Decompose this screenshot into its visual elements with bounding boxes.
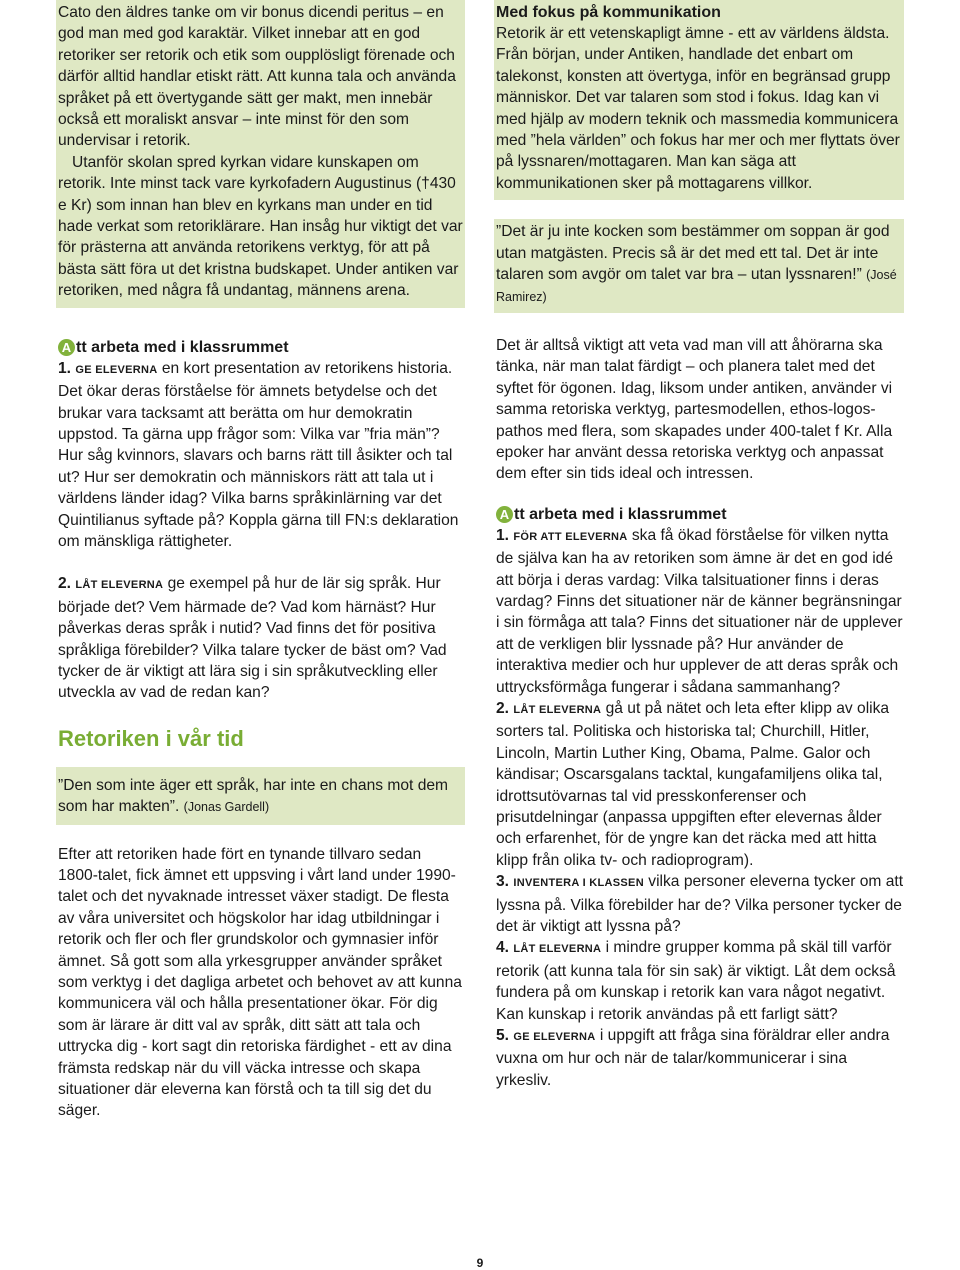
quote-text: [58, 775, 461, 819]
task-text: i uppgift att fråga sina föräldrar eller andra vuxna om hur och när de talar/kommunicerar i sina yrkesliv.: [496, 1027, 890, 1089]
classroom-heading-left: [58, 337, 465, 358]
task-2: [58, 573, 465, 703]
task-label: INVENTERA I KLASSEN: [513, 877, 644, 890]
task-number: 4.: [496, 939, 510, 957]
body-paragraph: Efter att retoriken hade fört en tynande tillvaro sedan 1800-talet, fick ämnet ett uppsving i vårt land under 1990-talet och det nyvaknade intresset växer stadigt. De flesta av våra universitet och högskolor har idag utbildningar i retorik och fler och fler grundskolor och gymnasier inför ämnet. Så gott som alla yrkesgrupper använder språket som verktyg i det dagliga arbetet och behovet av att kunna kommunicera väl och hålla presentationer ökar. För dig som är lärare är ditt val av språk, ditt sätt att tala och uttrycka dig - kort sagt din retoriska färdighet - ett av dina främsta redskap när du vill väcka intresse och skapa situationer där eleverna kan förstå och ta till sig det du säger.: [58, 845, 462, 1120]
task-label: LÅT ELEVERNA: [75, 579, 164, 592]
quote-source: (José Ramirez): [496, 268, 897, 305]
task-number: 1.: [496, 526, 510, 544]
task-label: GE ELEVERNA: [75, 363, 158, 376]
task-number: 1.: [58, 359, 72, 377]
section-heading: Retoriken i vår tid: [58, 725, 244, 751]
focus-panel: [494, 0, 904, 200]
section-title: tt arbeta med i klassrummet: [76, 338, 289, 356]
left-column: [58, 0, 465, 1122]
task-number: 3.: [496, 873, 510, 891]
left-tasks: [58, 358, 465, 704]
quote-body: ”Det är ju inte kocken som bestämmer om soppan är god utan matgästen. Precis så är det med ett tal. Det är inte talaren som avgör om talet var bra – utan lyssnaren!”: [496, 223, 890, 284]
task-3: [496, 871, 904, 937]
body-paragraph-right: Det är alltså viktigt att veta vad man vill att åhörarna ska tänka, när man talat färdigt – och planera talet med det syftet för ögonen. Idag, liksom under antiken, använder vi samma retoriska verktyg, partesmodellen, ethos-logos-pathos med flera, som skapades under 400-talet f Kr. Alla epoker har använt dessa retoriska verktyg och anpassat dem efter sin tids ideal och intressen.: [496, 336, 893, 483]
intro-paragraph-2: Utanför skolan spred kyrkan vidare kunskapen om retorik. Inte minst tack vare kyrkofadern Augustinus (†430 e Kr) som innan han blev en kyrkans man under en tid hade verkat som retoriklärare. Han insåg hur viktigt det var för prästerna att använda retorikens verktyg, för att på bästa sätt föra ut det kristna budskapet. Under antiken var retoriken, med några få undantag, männens arena.: [58, 153, 463, 300]
task-label: FÖR ATT ELEVERNA: [513, 530, 628, 543]
task-5: [496, 1025, 904, 1091]
intro-paragraph: Cato den äldres tanke om vir bonus dicendi peritus – en god man med god karaktär. Vilket innebar att en god retoriker ser retorik och etik som oupplösligt förenade och därför alltid handlar etiskt rätt. Att kunna tala och använda språket på ett övertygande sätt ger makt, men innebär också ett moraliskt ansvar – inte minst för den som undervisar i retorik.: [58, 4, 456, 150]
task-text: gå ut på nätet och leta efter klipp av olika sorters tal. Politiska och historiska tal; Churchill, Hitler, Lincoln, Martin Luther King, Obama, Palme. Galor och kändisar; Oscarsgalans tacktal, kungafamiljens olika tal, idrottsutövarnas tal vid presskonferenser och prisutdelningar (anpassa uppgiften efter elevernas ålder och erfarenhet, för de yngre kan det räcka med att hitta klipp från olika tv- och radioprogram).: [496, 699, 890, 869]
task-text: vilka personer eleverna tycker om att lyssna på. Vilka förebilder har de? Vilka personer tycker de det är viktigt att lyssna på?: [496, 873, 904, 936]
classroom-heading-right: [496, 504, 904, 525]
task-1: [496, 525, 904, 698]
task-text: en kort presentation av retorikens historia. Det ökar deras förståelse för ämnets betydelse och det brukar vara tacksamt att berätta om hur demokratin uppstod. Ta gärna upp frågor som: Vilka var ”fria män”? Hur såg kvinnors, slavars och barns rätt till åsikter och tal ut? Hur ser demokratin och människors rätt att tala ut i världens länder idag? Vilka barns språkinlärning var det Quintilianus syftade på? Koppla gärna till FN:s deklaration om mänskliga rättigheter.: [58, 359, 459, 550]
task-number: 2.: [496, 699, 510, 717]
task-label: GE ELEVERNA: [513, 1031, 596, 1044]
right-column: [496, 0, 904, 1091]
quote-text: [496, 221, 902, 309]
focus-title: Med fokus på kommunikation: [496, 4, 721, 21]
task-number: 2.: [58, 575, 72, 593]
page-number: 9: [476, 1256, 484, 1270]
task-label: LÅT ELEVERNA: [513, 943, 602, 956]
section-badge: A: [58, 339, 75, 356]
task-2: [496, 698, 904, 871]
task-text: i mindre grupper komma på skäl till varför retorik (att kunna tala för sin sak) är viktigt. Låt dem också fundera på om kunskap i retorik kan vara något negativt. Kan kunskap i retorik användas på ett farligt sätt?: [496, 939, 896, 1023]
task-number: 5.: [496, 1027, 510, 1045]
task-4: [496, 937, 904, 1025]
quote-panel-right: [494, 219, 904, 313]
section-badge: A: [496, 506, 513, 523]
section-title: tt arbeta med i klassrummet: [514, 505, 727, 523]
quote-source: (Jonas Gardell): [183, 800, 270, 815]
quote-body: ”Den som inte äger ett språk, har inte en chans mot dem som har makten”.: [58, 776, 449, 816]
quote-panel: [56, 767, 465, 825]
task-text: ska få ökad förståelse för vilken nytta de själva kan ha av retoriken som ämne är det en god idé att börja i deras vardag: Vilka talsituationer finns i deras vardag? Finns det situationer när de känner begränsningar i sin förmåga att tala? Finns det situationer när de upplever att de verkligen blir lyssnade på? Hur använder de interaktiva medier och hur upplever de att deras språk och uttrycksförmåga fungerar i sådana sammanhang?: [496, 526, 903, 696]
focus-text: Retorik är ett vetenskapligt ämne - ett av världens äldsta. Från början, under Antiken, handlade det enbart om talekonst, konsten att övertyga, inför en begränsad grupp människor. Det var talaren som stod i fokus. Idag kan vi med hjälp av modern teknik och massmedia kommunicera med ”hela världen” och fokus har mer och mer flyttats över på lyssnaren/mottagaren. Man kan säga att kommunikationen sker på mottagarens villkor.: [496, 25, 900, 192]
task-1: [58, 358, 465, 553]
task-text: ge exempel på hur de lär sig språk. Hur började det? Vem härmade de? Vad kom härnäst? Hur påverkas deras språk i nutid? Vad finns det för positiva språkliga förebilder? Vilka talare tycker de bäst om? Vad tycker de är viktigt att lära sig i sin språkutveckling eller utveckla av vad de redan kan?: [58, 575, 447, 702]
task-label: LÅT ELEVERNA: [513, 703, 602, 716]
intro-panel: [56, 0, 465, 308]
right-tasks: [496, 525, 904, 1092]
